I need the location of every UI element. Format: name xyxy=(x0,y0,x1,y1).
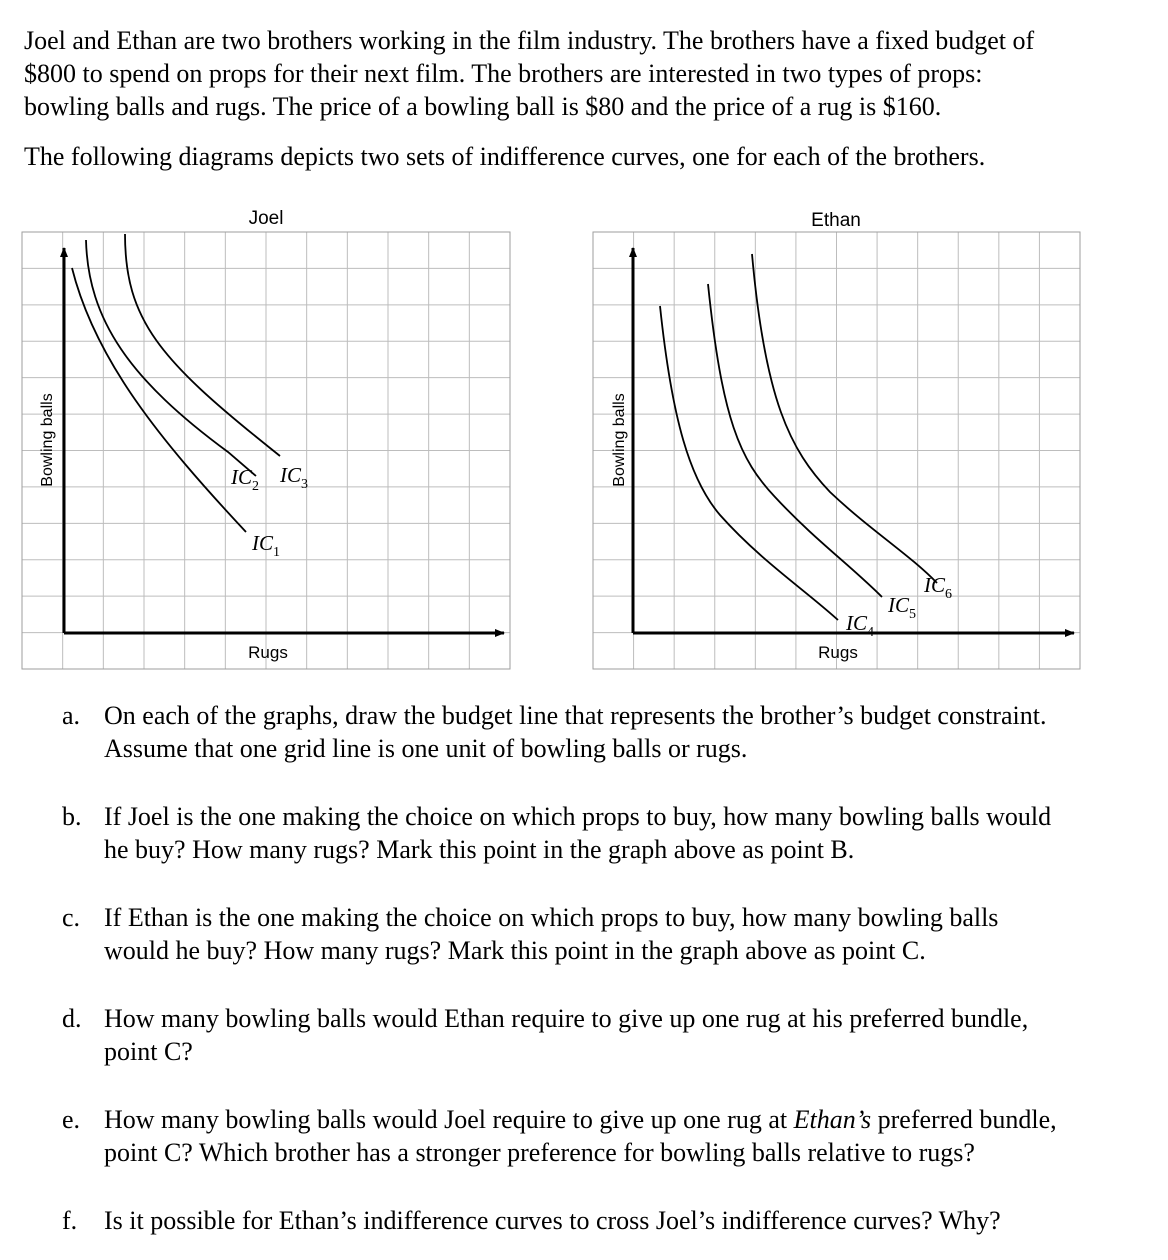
joel-ic1-label: $IC_1$ xyxy=(252,531,280,560)
ethan-grid xyxy=(593,232,1080,669)
question-c xyxy=(62,901,1092,967)
ethan-ic4-label: $IC_4$ xyxy=(846,611,874,640)
joel-ic1-curve xyxy=(72,268,246,532)
joel-ic3-label: $IC_3$ xyxy=(280,463,308,492)
intro-line: bowling balls and rugs. The price of a bowling ball is $80 and the price of a rug is $160. xyxy=(24,92,942,121)
indifference-curve-diagrams xyxy=(0,198,1168,678)
question-text: If Ethan is the one making the choice on which props to buy, how many bowling balls would he buy? How many rugs? Mark this point in the graph above as point C. xyxy=(104,903,999,965)
question-label: a. xyxy=(62,701,81,730)
ethan-ic6-label: $IC_6$ xyxy=(924,573,952,602)
question-b xyxy=(62,800,1092,866)
question-text: How many bowling balls would Joel require to give up one rug at Ethan’s preferred bundle, point C? Which brother has a stronger preference for bowling balls relative to rugs? xyxy=(104,1105,1057,1167)
question-label: d. xyxy=(62,1004,82,1033)
joel-chart xyxy=(22,208,510,669)
intro-paragraph-2: The following diagrams depicts two sets of indifference curves, one for each of the brothers. xyxy=(24,142,986,171)
intro xyxy=(24,24,1144,173)
intro-line: $800 to spend on props for their next film. The brothers are interested in two types of props: xyxy=(24,59,983,88)
ethan-chart-title: Ethan xyxy=(811,210,861,231)
joel-ic3-curve xyxy=(125,234,280,456)
question-label: f. xyxy=(62,1206,78,1235)
question-text: On each of the graphs, draw the budget line that represents the brother’s budget constraint. Assume that one grid line is one unit of bowling balls or rugs. xyxy=(104,701,1047,763)
ethan-x-axis-label: Rugs xyxy=(818,643,858,662)
ethan-ic5-label: $IC_5$ xyxy=(888,593,916,622)
question-text: Is it possible for Ethan’s indifference curves to cross Joel’s indifference curves? Why? xyxy=(104,1206,1001,1235)
joel-chart-title: Joel xyxy=(248,208,284,229)
ethan-y-axis-label: Bowling balls xyxy=(611,393,628,487)
question-text: If Joel is the one making the choice on which props to buy, how many bowling balls would he buy? How many rugs? Mark this point in the graph above as point B. xyxy=(104,802,1052,864)
question-a xyxy=(62,699,1092,765)
intro-paragraph-1 xyxy=(24,24,1144,123)
question-d xyxy=(62,1002,1092,1068)
joel-y-axis-label: Bowling balls xyxy=(39,393,56,487)
question-label: b. xyxy=(62,802,82,831)
question-label: c. xyxy=(62,903,81,932)
intro-line: Joel and Ethan are two brothers working in the film industry. The brothers have a fixed budget of xyxy=(24,26,1035,55)
question-text: How many bowling balls would Ethan require to give up one rug at his preferred bundle, point C? xyxy=(104,1004,1029,1066)
question-label: e. xyxy=(62,1105,81,1134)
question-f xyxy=(62,1204,1092,1237)
joel-ic2-label: $IC_2$ xyxy=(231,465,259,494)
joel-x-axis-label: Rugs xyxy=(248,643,288,662)
ethan-chart xyxy=(593,210,1080,669)
ethan-ic5-curve xyxy=(708,284,882,597)
ethan-ic6-curve xyxy=(752,254,937,583)
question-e xyxy=(62,1103,1092,1169)
